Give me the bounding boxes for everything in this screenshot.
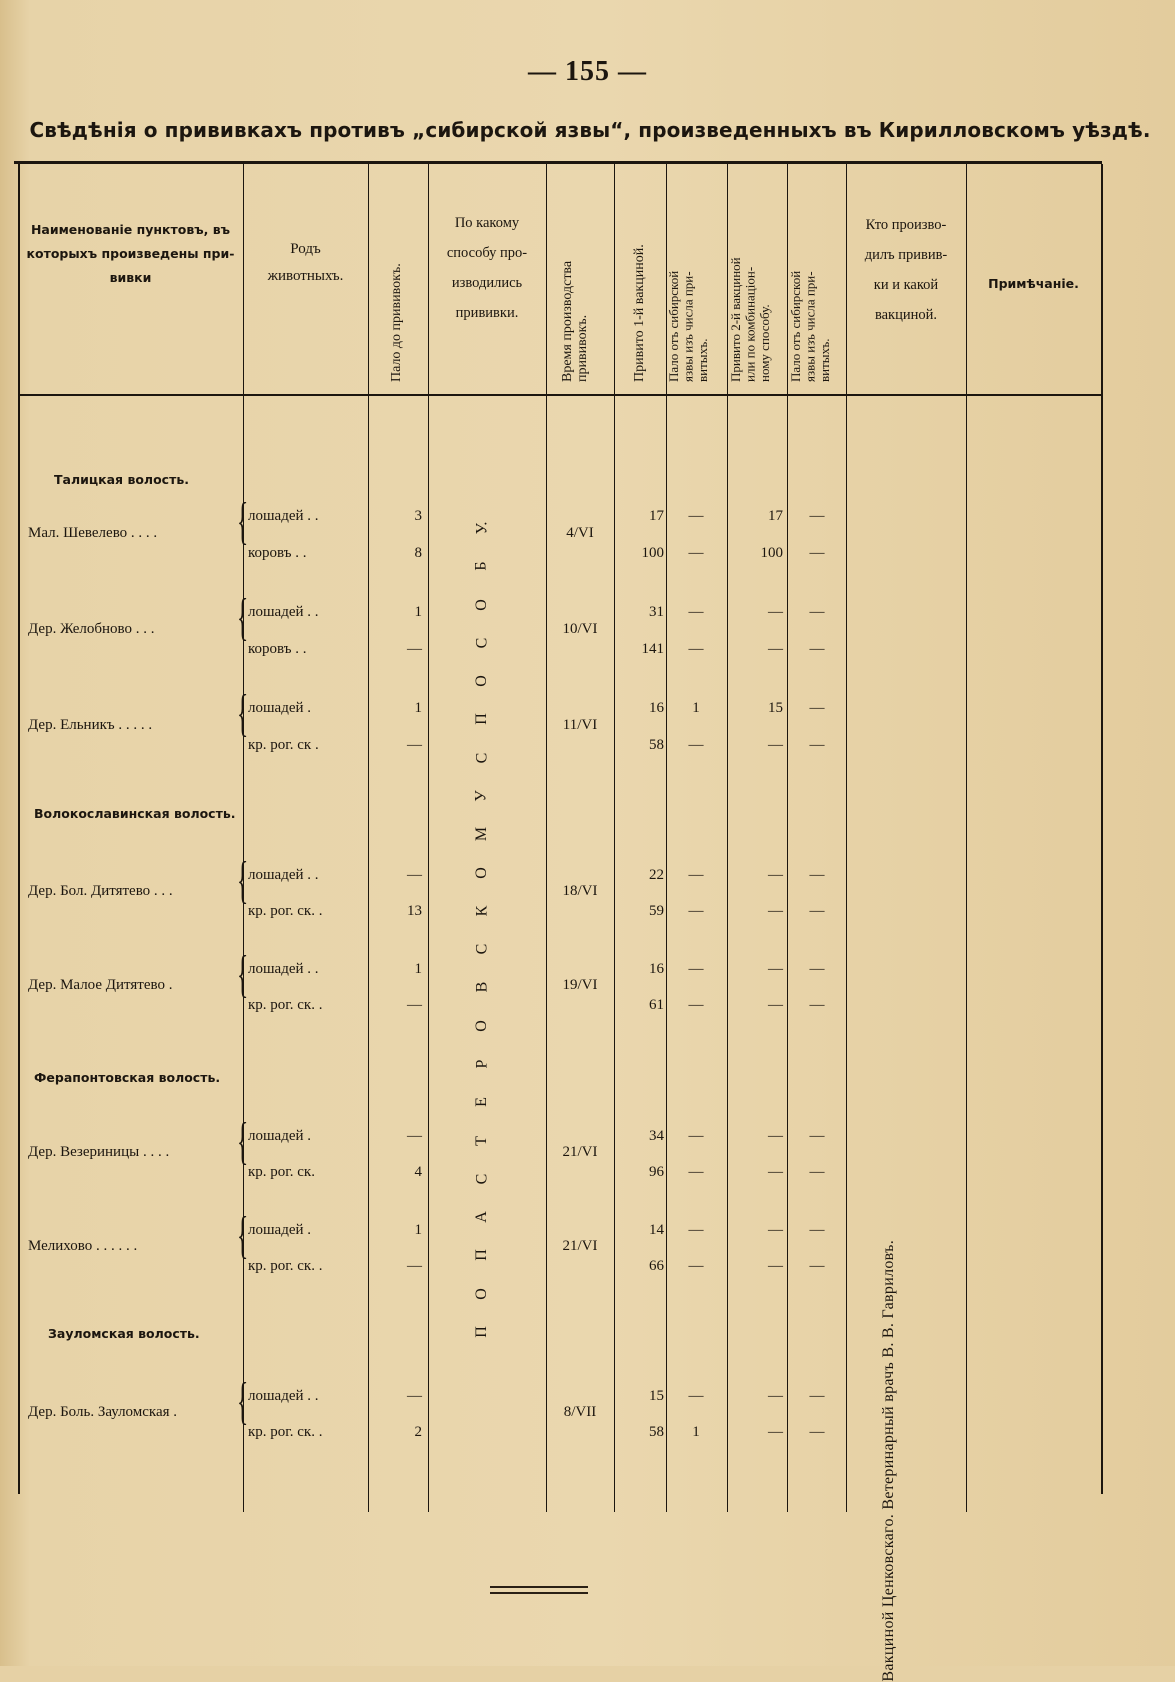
row-brace: { [237, 946, 249, 1003]
died-after-1-value: — [688, 867, 704, 883]
method-letter: С [472, 637, 490, 649]
died-after-2-value: — [809, 1388, 825, 1404]
village-name: Мал. Шевелево . . . . [28, 524, 158, 541]
died-after-1-value: — [688, 997, 704, 1013]
vaccinated-2-value: — [768, 1258, 783, 1274]
village-name: Дер. Боль. Зауломская . [28, 1404, 178, 1420]
row-brace: { [237, 1373, 249, 1430]
village-name: Дер. Ельникъ . . . . . [28, 716, 153, 733]
died-after-2-value: — [809, 1164, 825, 1180]
vaccinator-text: Вакциной Ценковскаго. Ветеринарный врачъ В. В. Гавриловъ. [880, 1240, 897, 1682]
died-after-1-value: — [688, 737, 704, 753]
vaccinated-2-value: — [768, 867, 783, 883]
inoculation-date: 19/VI [562, 977, 598, 993]
animal-type: кр. рог. ск. . [248, 1258, 323, 1274]
animal-type: лошадей . . [248, 961, 319, 977]
died-before-value: — [407, 641, 422, 657]
region-heading: Волокославинская волость. [34, 806, 236, 821]
died-after-2-value: — [809, 508, 825, 524]
row-brace: { [237, 1113, 249, 1170]
died-after-2-value: — [809, 1424, 825, 1440]
vaccinated-1-value: 59 [649, 903, 664, 919]
died-after-1-value: — [688, 961, 704, 977]
method-letter: О [473, 675, 490, 687]
vaccinated-1-value: 15 [649, 1388, 664, 1404]
method-letter: К [472, 905, 490, 917]
died-after-1-value: — [688, 604, 704, 620]
header-points: Наименованіе пунктовъ, въ которыхъ произведены при- вивки [26, 222, 235, 285]
vaccinated-2-value: — [768, 1128, 783, 1144]
inoculation-date: 21/VI [562, 1238, 598, 1254]
died-before-value: 2 [414, 1424, 422, 1440]
method-letter: М [472, 827, 490, 842]
method-letter: О [473, 598, 490, 611]
inoculation-date: 11/VI [562, 716, 598, 733]
animal-type: кр. рог. ск. . [248, 1424, 323, 1440]
died-after-2-value: — [809, 1258, 825, 1274]
method-letter: Т [473, 1135, 490, 1146]
vaccinated-1-value: 58 [649, 1424, 664, 1440]
died-before-value: 1 [414, 1222, 422, 1238]
animal-type: лошадей . . [248, 867, 319, 883]
died-after-2-value: — [809, 545, 825, 561]
column-divider [546, 164, 547, 1512]
header-time: Время производства прививокъ. [560, 260, 590, 382]
page-number: — 155 — [528, 56, 647, 87]
vaccinated-2-value: — [768, 1164, 783, 1180]
header-who: Кто произво- дилъ привив- ки и какой вакциной. [864, 217, 948, 323]
died-after-1-value: 1 [692, 1424, 700, 1440]
vaccinated-1-value: 100 [641, 545, 664, 561]
inoculation-date: 21/VI [562, 1144, 598, 1160]
region-heading: Зауломская волость. [48, 1326, 200, 1341]
column-divider [368, 164, 369, 1512]
vaccinated-1-value: 31 [649, 604, 664, 620]
vaccinated-1-value: 66 [649, 1258, 664, 1274]
column-divider [846, 164, 847, 1512]
died-after-1-value: — [688, 1164, 704, 1180]
died-after-2-value: — [809, 1128, 825, 1144]
died-after-2-value: — [809, 737, 825, 753]
column-divider [966, 164, 967, 1512]
died-before-value: — [407, 867, 422, 883]
vaccinated-1-value: 22 [649, 867, 664, 883]
method-letter: О [473, 1019, 490, 1032]
vaccinated-2-value: 17 [768, 508, 783, 524]
animal-type: кр. рог. ск. [248, 1164, 315, 1180]
died-before-value: 13 [407, 903, 422, 919]
method-letter: П [473, 713, 490, 726]
row-brace: { [237, 589, 249, 646]
died-after-1-value: — [688, 903, 704, 919]
column-divider [428, 164, 429, 1512]
died-before-value: — [407, 997, 422, 1013]
header-died-before: Пало до прививокъ. [389, 263, 404, 382]
died-after-1-value: — [688, 1128, 704, 1144]
died-after-1-value: 1 [692, 700, 700, 716]
village-name: Дер. Везериницы . . . . [28, 1144, 170, 1160]
vaccinated-1-value: 34 [649, 1128, 664, 1144]
died-after-2-value: — [809, 700, 825, 716]
died-before-value: 4 [414, 1164, 422, 1180]
method-letter: В [472, 982, 490, 993]
header-note: Примѣчаніе. [988, 276, 1079, 291]
village-name: Дер. Малое Дитятево . [28, 977, 173, 993]
vaccinated-2-value: — [768, 604, 783, 620]
vaccinated-2-value: 15 [768, 700, 783, 716]
vaccinated-2-value: — [768, 903, 783, 919]
died-after-2-value: — [809, 641, 825, 657]
died-before-value: — [407, 737, 422, 753]
village-name: Дер. Бол. Дитятево . . . [28, 883, 173, 899]
inoculation-date: 18/VI [562, 883, 598, 899]
animal-type: лошадей . [248, 700, 312, 716]
died-after-2-value: — [809, 867, 825, 883]
method-letter: С [472, 943, 490, 955]
died-after-1-value: — [688, 641, 704, 657]
vaccinated-2-value: — [768, 961, 783, 977]
page-title: Свѣдѣнія о прививкахъ противъ „сибирской язвы“, произведенныхъ въ Кирилловскомъ уѣздѣ. [29, 118, 1151, 142]
method-letter: О [473, 866, 490, 879]
region-heading: Талицкая волость. [54, 472, 189, 487]
died-after-2-value: — [809, 997, 825, 1013]
died-after-2-value: — [809, 1222, 825, 1238]
row-brace: { [237, 685, 249, 742]
column-divider [243, 164, 244, 1512]
region-heading: Ферапонтовская волость. [34, 1070, 221, 1085]
animal-type: лошадей . . [248, 508, 319, 524]
method-letter: С [472, 1173, 490, 1185]
header-animal: Родъ животныхъ. [267, 241, 344, 284]
died-before-value: 1 [414, 700, 422, 716]
died-before-value: — [407, 1388, 422, 1404]
header-vaccinated-1: Привито 1-й вакциной. [632, 244, 647, 382]
died-after-1-value: — [688, 508, 704, 524]
vaccinated-1-value: 96 [649, 1164, 664, 1180]
vaccinated-1-value: 17 [649, 508, 664, 524]
died-before-value: 1 [414, 961, 422, 977]
vaccinated-2-value: — [768, 1388, 783, 1404]
died-before-value: 3 [414, 508, 422, 524]
header-method: По какому способу про- изводились прививки. [446, 215, 528, 321]
method-letter: У [472, 790, 490, 802]
method-letter: П [473, 1249, 490, 1262]
inoculation-date: 8/VII [563, 1404, 597, 1420]
method-letter: А [473, 1211, 490, 1223]
died-before-value: — [407, 1128, 422, 1144]
method-letter: У. [473, 521, 490, 535]
died-after-2-value: — [809, 961, 825, 977]
animal-type: лошадей . . [248, 1388, 319, 1404]
table-right-border [1101, 164, 1103, 1494]
animal-type: коровъ . . [248, 641, 307, 657]
inoculation-date: 10/VI [562, 620, 598, 637]
method-letter: Е [473, 1097, 490, 1108]
vaccinated-1-value: 16 [649, 700, 664, 716]
died-after-2-value: — [809, 604, 825, 620]
died-before-value: 1 [414, 604, 422, 620]
vaccinated-2-value: — [768, 1222, 783, 1238]
header-died-after-2: Пало отъ сибирской язвы изъ числа при- витыхъ. [788, 270, 832, 382]
method-letter: О [473, 1287, 490, 1300]
vaccinated-1-value: 16 [649, 961, 664, 977]
animal-type: лошадей . . [248, 604, 319, 620]
died-after-1-value: — [688, 545, 704, 561]
row-brace: { [237, 1207, 249, 1264]
animal-type: кр. рог. ск. . [248, 997, 323, 1013]
header-vaccinated-2: Привито 2-й вакциной или по комбинаціон- ному способу. [728, 257, 772, 382]
vaccinated-2-value: — [768, 1424, 783, 1440]
row-brace: { [237, 852, 249, 909]
vaccinated-2-value: 100 [760, 545, 783, 561]
inoculation-date: 4/VI [566, 524, 594, 541]
died-before-value: — [407, 1258, 422, 1274]
animal-type: лошадей . [248, 1128, 312, 1144]
died-after-1-value: — [688, 1258, 704, 1274]
died-after-1-value: — [688, 1222, 704, 1238]
row-brace: { [237, 493, 249, 550]
footer-rule [490, 1592, 588, 1594]
method-letter: П [473, 1326, 490, 1338]
animal-type: кр. рог. ск. . [248, 903, 323, 919]
method-letter: Р [473, 1059, 490, 1069]
table-left-border [18, 164, 20, 1494]
animal-type: коровъ . . [248, 545, 307, 561]
animal-type: кр. рог. ск . [248, 737, 319, 753]
animal-type: лошадей . [248, 1222, 312, 1238]
vaccinated-1-value: 141 [641, 641, 664, 657]
village-name: Мелихово . . . . . . [28, 1238, 138, 1254]
vaccinated-1-value: 58 [649, 737, 664, 753]
died-after-2-value: — [809, 903, 825, 919]
header-bottom-rule [18, 394, 1102, 396]
method-vertical-text [470, 520, 494, 1340]
died-after-1-value: — [688, 1388, 704, 1404]
died-before-value: 8 [414, 545, 422, 561]
table-top-rule [14, 161, 1102, 164]
vaccinated-2-value: — [768, 737, 783, 753]
method-letter: С [472, 752, 490, 764]
header-died-after-1: Пало отъ сибирской язвы изъ числа при- витыхъ. [666, 270, 710, 382]
vaccinated-2-value: — [768, 997, 783, 1013]
footer-rule [490, 1586, 588, 1588]
vaccinated-1-value: 14 [649, 1222, 664, 1238]
vaccinated-1-value: 61 [649, 997, 664, 1013]
column-divider [614, 164, 615, 1512]
village-name: Дер. Желобново . . . [28, 620, 155, 637]
vaccinated-2-value: — [768, 641, 783, 657]
method-letter: Б [473, 561, 490, 571]
